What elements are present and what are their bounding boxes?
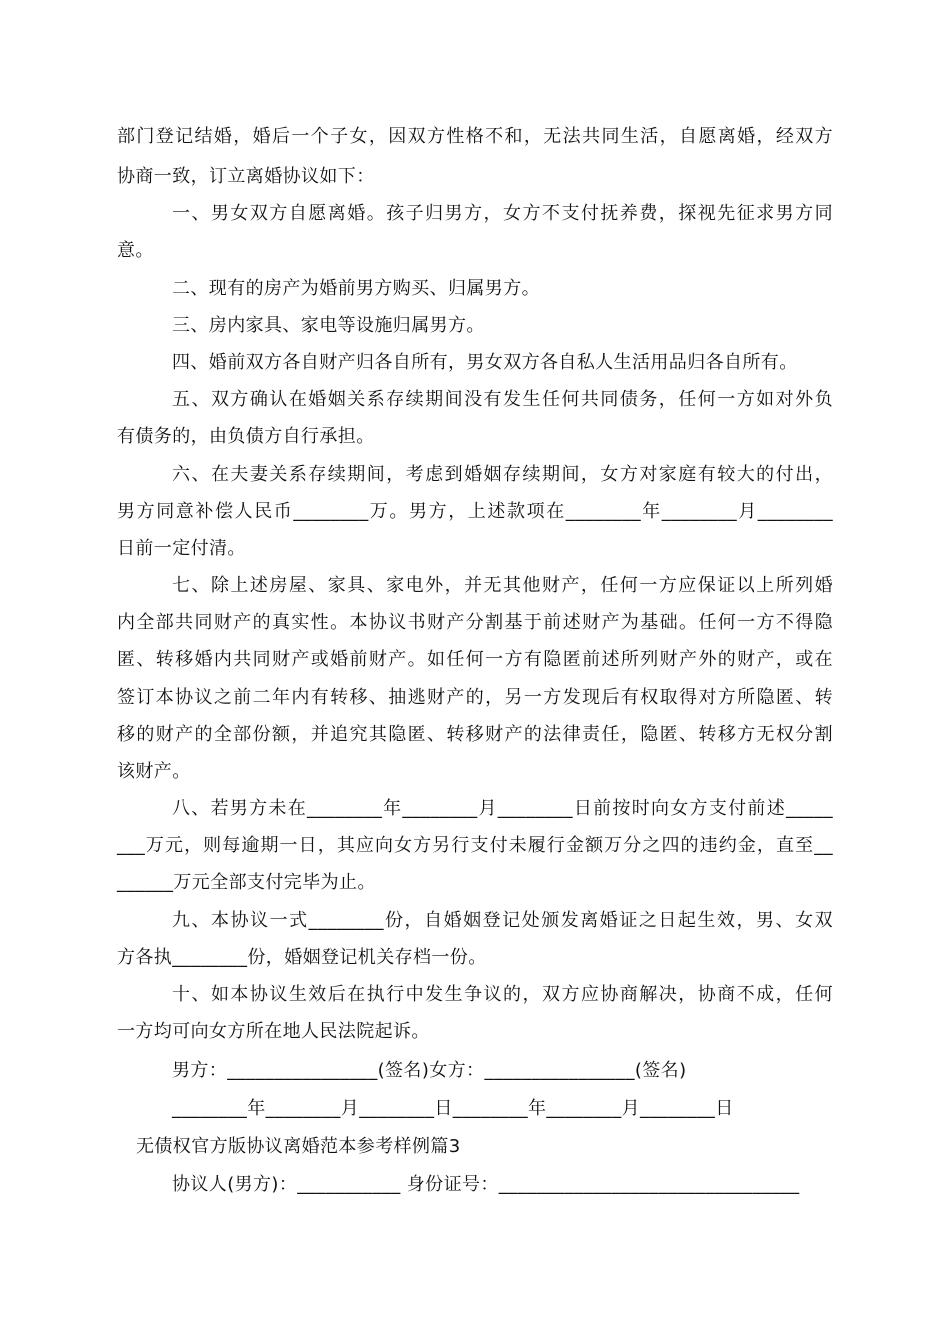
paragraph-line: 有债务的，由负债方自行承担。 (117, 426, 375, 447)
paragraph-line: 意。 (117, 240, 154, 261)
party-info-line: 协议人(男方)：___________ 身份证号：________________________________ (172, 1174, 800, 1195)
clause-10: 十、如本协议生效后在执行中发生争议的，双方应协商解决，协商不成，任何 (172, 984, 833, 1005)
paragraph-line: 部门登记结婚，婚后一个子女，因双方性格不和，无法共同生活，自愿离婚，经双方 (117, 126, 833, 147)
paragraph-line: 方各执________份，婚姻登记机关存档一份。 (117, 947, 487, 968)
clause-9: 九、本协议一式________份，自婚姻登记处颁发离婚证之日起生效，男、女双 (172, 910, 833, 931)
paragraph-line: 内全部共同财产的真实性。本协议书财产分割基于前述财产为基础。任何一方不得隐 (117, 612, 833, 633)
paragraph-line: 签订本协议之前二年内有转移、抽逃财产的，另一方发现后有权取得对方所隐匿、转 (117, 687, 833, 708)
clause-2: 二、现有的房产为婚前男方购买、归属男方。 (172, 278, 540, 299)
clause-6: 六、在夫妻关系存续期间，考虑到婚姻存续期间，女方对家庭有较大的付出， (172, 464, 833, 485)
paragraph-line: 该财产。 (117, 761, 191, 782)
paragraph-line: 日前一定付清。 (117, 538, 246, 559)
clause-3: 三、房内家具、家电等设施归属男方。 (172, 315, 485, 336)
date-line: ________年________月________日________年________月________日 (172, 1098, 734, 1119)
paragraph-line: ___万元，则每逾期一日，其应向女方另行支付未履行金额万分之四的违约金，直至__ (117, 835, 833, 856)
clause-1: 一、男女双方自愿离婚。孩子归男方，女方不支付抚养费，探视先征求男方同 (172, 203, 833, 224)
paragraph-line: 男方同意补偿人民币________万。男方，上述款项在________年________月________ (117, 501, 833, 522)
section-heading: 无债权官方版协议离婚范本参考样例篇3 (136, 1136, 461, 1157)
clause-7: 七、除上述房屋、家具、家电外，并无其他财产，任何一方应保证以上所列婚 (172, 575, 833, 596)
clause-5: 五、双方确认在婚姻关系存续期间没有发生任何共同债务，任何一方如对外负 (172, 389, 833, 410)
signature-line: 男方：________________(签名)女方：________________(签名) (172, 1060, 687, 1081)
paragraph-line: 协商一致，订立离婚协议如下： (117, 166, 375, 187)
paragraph-line: 移的财产的全部份额，并追究其隐匿、转移财产的法律责任，隐匿、转移方无权分割 (117, 724, 833, 745)
paragraph-line: ______万元全部支付完毕为止。 (117, 872, 376, 893)
paragraph-line: 一方均可向女方所在地人民法院起诉。 (117, 1021, 430, 1042)
paragraph-line: 匿、转移婚内共同财产或婚前财产。如任何一方有隐匿前述所列财产外的财产，或在 (117, 649, 833, 670)
clause-4: 四、婚前双方各自财产归各自所有，男女双方各自私人生活用品归各自所有。 (172, 352, 798, 373)
clause-8: 八、若男方未在________年________月________日前按时向女方支付前述_____ (172, 798, 833, 819)
